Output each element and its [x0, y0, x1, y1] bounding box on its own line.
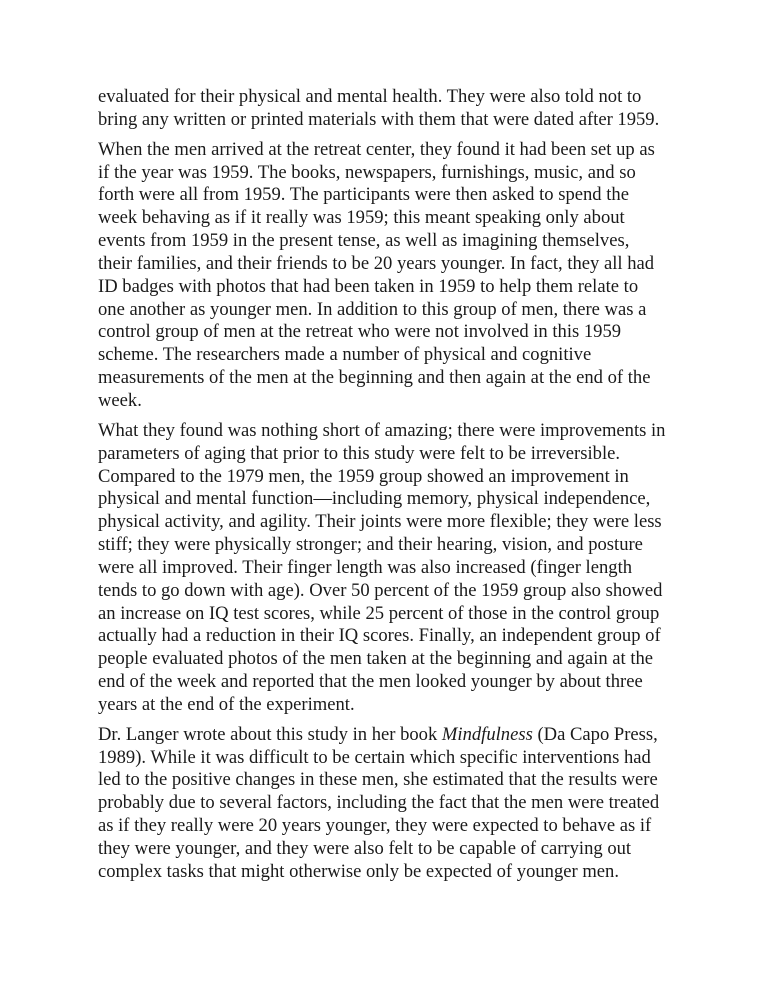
document-page — [98, 86, 688, 891]
paragraph-3: What they found was nothing short of amazing; there were improvements in parameters of aging that prior to this study were felt to be irreversible. Compared to the 1979 men, the 1959 group showed an improvement in physical and mental function—including memory, physical independence, physical activity, and agility. Their joints were more flexible; they were less stiff; they were physically stronger; and their hearing, vision, and posture were all improved. Their finger length was also increased (finger length tends to go down with age). Over 50 percent of the 1959 group also showed an increase on IQ test scores, while 25 percent of those in the control group actually had a reduction in their IQ scores. Finally, an independent group of people evaluated photos of the men taken at the beginning and again at the end of the week and reported that the men looked younger by about three years at the end of the experiment. — [98, 419, 666, 715]
book-title: Mindfulness — [441, 723, 533, 745]
paragraph-1: evaluated for their physical and mental health. They were also told not to bring any written or printed materials with them that were dated after 1959. — [98, 86, 660, 130]
paragraph-4-lead: Dr. Langer wrote about this study in her book — [98, 723, 442, 745]
paragraph-4-rest: (Da Capo Press, 1989). While it was difficult to be certain which specific interventions had led to the positive changes in these men, she estimated that the results were probably due to several factors, including the fact that the men were treated as if they really were 20 years younger, they were expected to behave as if they were younger, and they were also felt to be capable of carrying out complex tasks that might otherwise only be expected of younger men. — [98, 723, 660, 882]
paragraph-2: When the men arrived at the retreat center, they found it had been set up as if the year was 1959. The books, newspapers, furnishings, music, and so forth were all from 1959. The participants were then asked to spend the week behaving as if it really was 1959; this meant speaking only about events from 1959 in the present tense, as well as imagining themselves, their families, and their friends to be 20 years younger. In fact, they all had ID badges with photos that had been taken in 1959 to help them relate to one another as younger men. In addition to this group of men, there was a control group of men at the retreat who were not involved in this 1959 scheme. The researchers made a number of physical and cognitive measurements of the men at the beginning and then again at the end of the week. — [98, 138, 655, 411]
paragraph-4 — [98, 724, 688, 884]
